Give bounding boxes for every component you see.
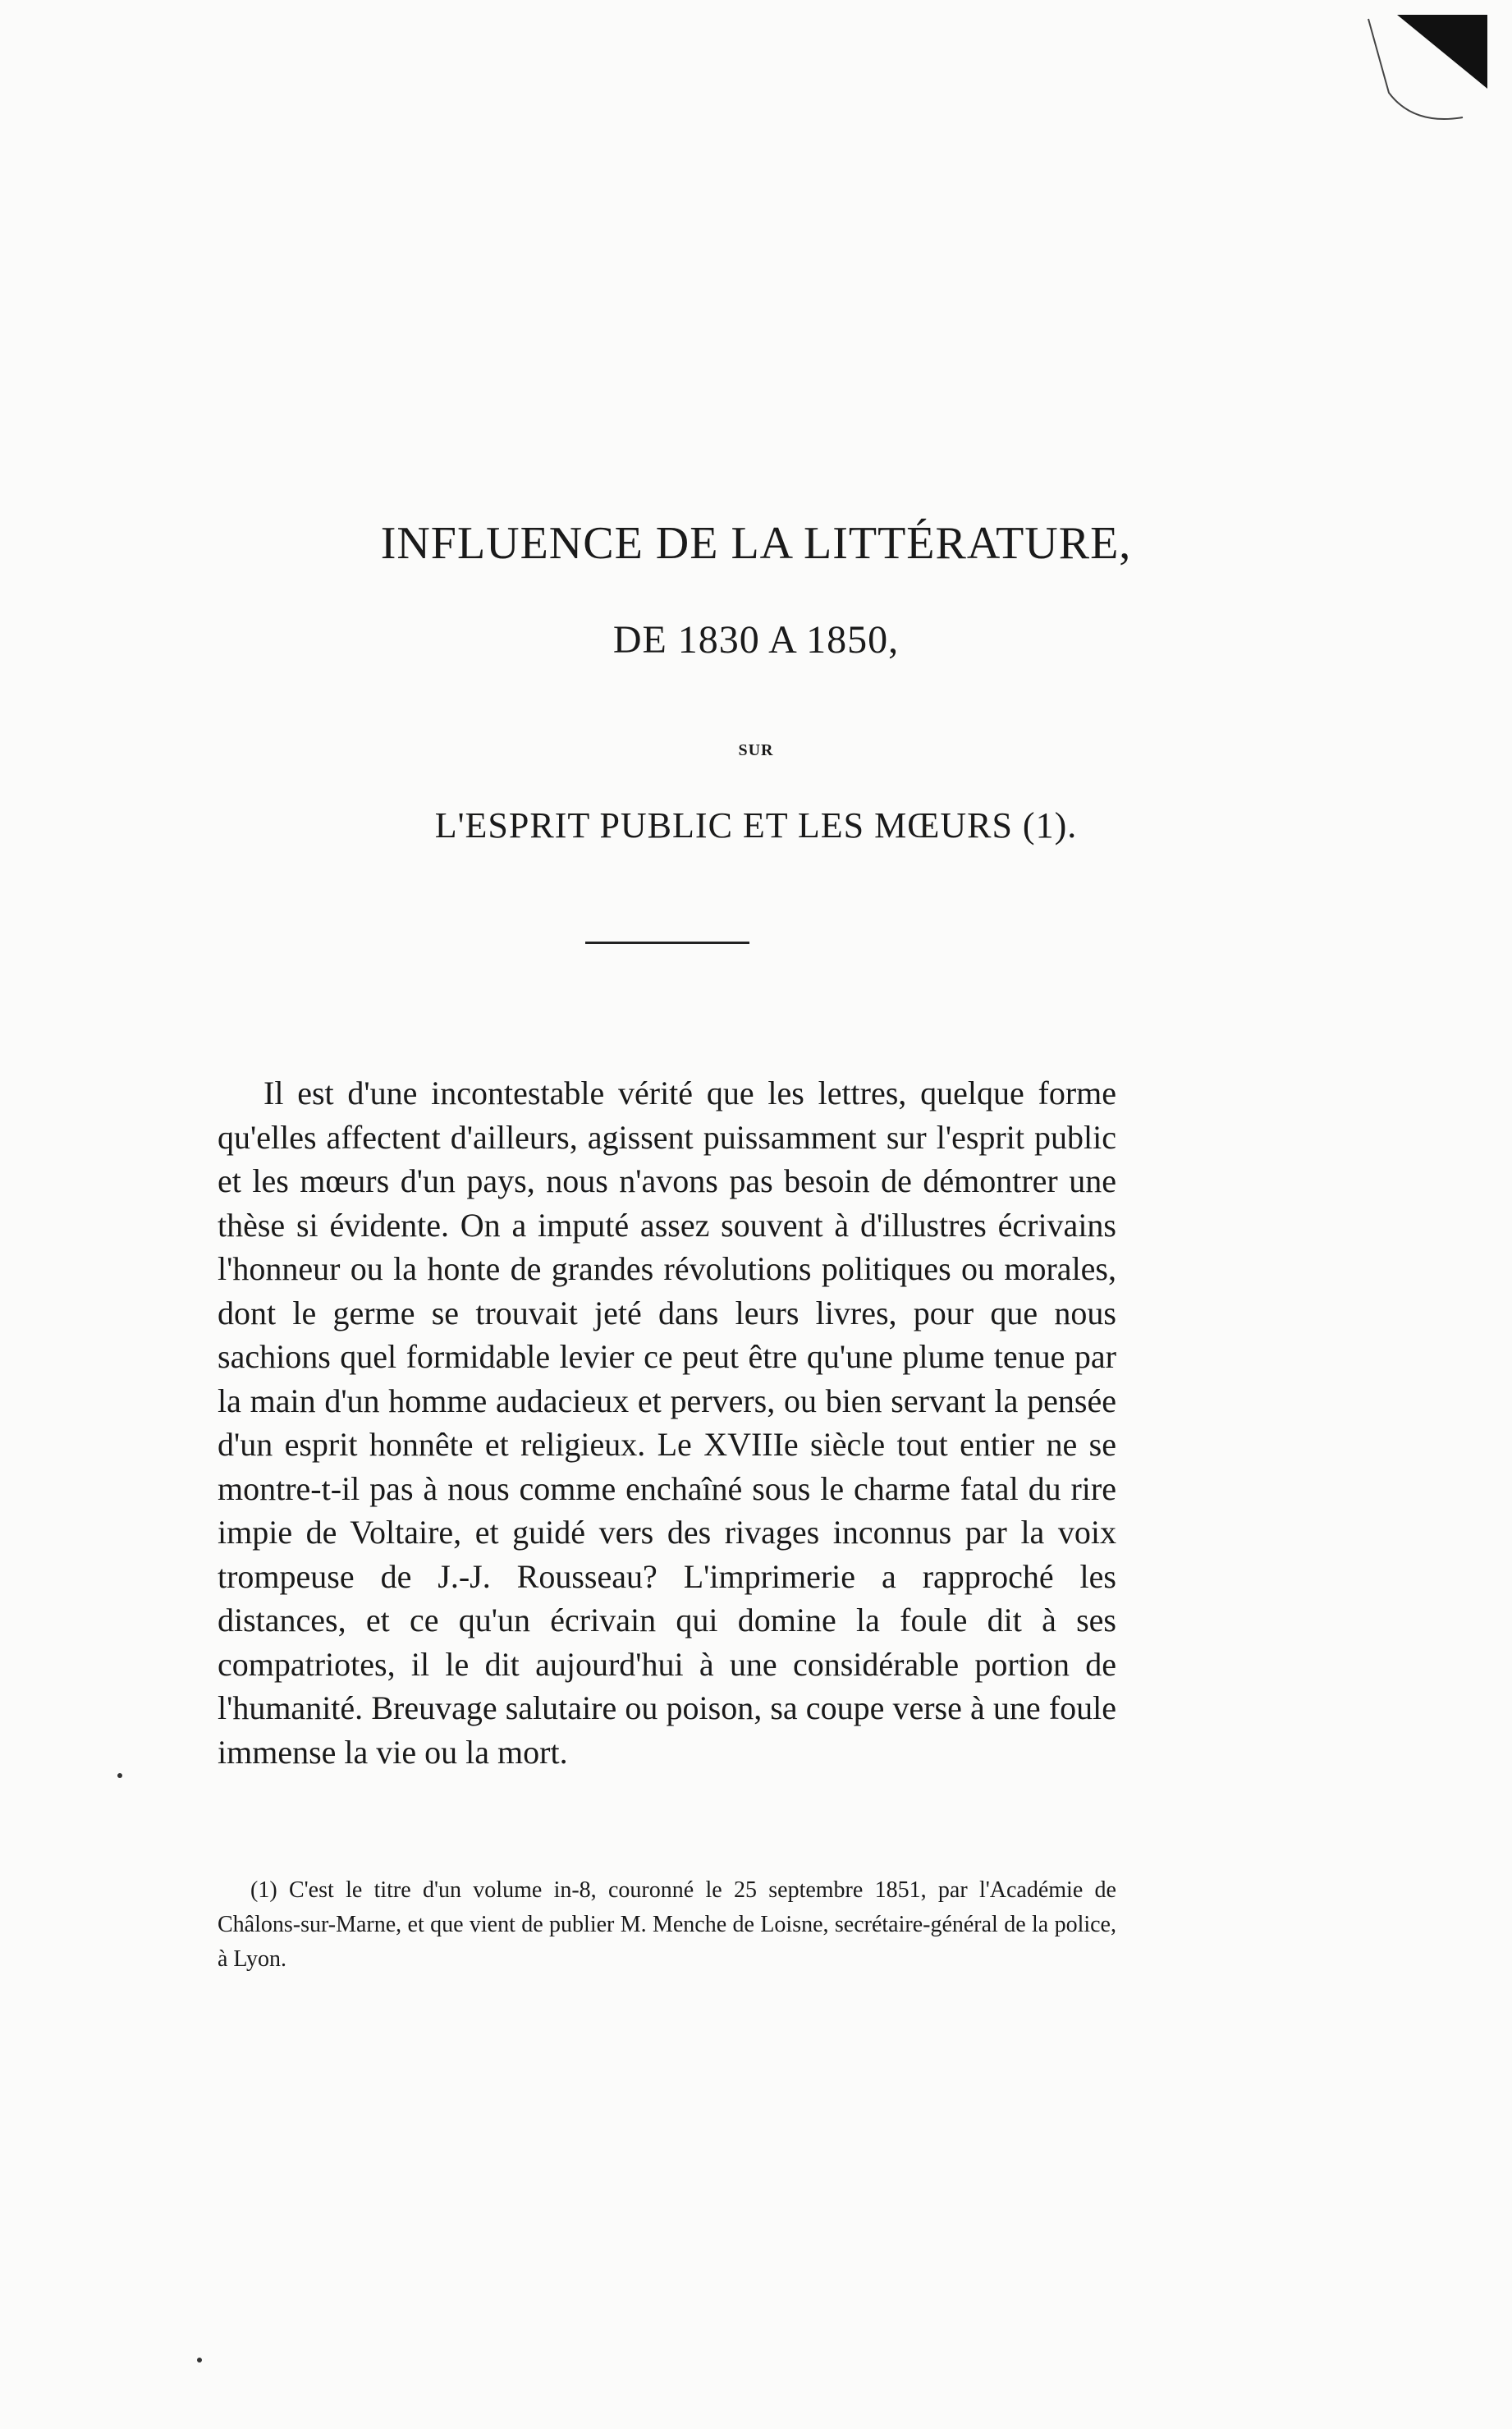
- print-speck: [117, 1773, 122, 1778]
- title-connector: SUR: [738, 741, 774, 759]
- body-paragraph: Il est d'une incontestable vérité que les lettres, quelque forme qu'elles affectent d'ailleurs, agissent puissamment sur l'esprit public et les mœurs d'un pays, nous n'avons pas besoin de démontrer une thèse si évidente. On a imputé assez souvent à d'illustres écrivains l'honneur ou la honte de grandes révolutions politiques ou morales, dont le germe se trouvait jeté dans leurs livres, pour que nous sachions quel formidable levier ce peut être qu'une plume tenue par la main d'un homme audacieux et pervers, ou bien servant la pensée d'un esprit honnête et religieux. Le XVIIIe siècle tout entier ne se montre-t-il pas à nous comme enchaîné sous le charme fatal du rire impie de Voltaire, et guidé vers des rivages inconnus par la voix trompeuse de J.-J. Rousseau? L'imprimerie a rapproché les distances, et ce qu'un écrivain qui domine la foule dit à ses compatriotes, il le dit aujourd'hui à une considérable portion de l'humanité. Breuvage salutaire ou poison, sa coupe verse à une foule immense la vie ou la mort.: [218, 1075, 1116, 1771]
- folded-corner-mark: [1364, 15, 1487, 126]
- title-dates: DE 1830 A 1850,: [612, 618, 900, 662]
- footnote: (1) C'est le titre d'un volume in-8, couronné le 25 septembre 1851, par l'Académie de Châlons-sur-Marne, et que vient de publier M. Menche de Loisne, secrétaire-général de la police, à Lyon.: [218, 1877, 1116, 1972]
- page-subtitle: L'ESPRIT PUBLIC ET LES MŒURS (1).: [434, 805, 1078, 846]
- section-divider: [585, 942, 749, 944]
- page-title: INFLUENCE DE LA LITTÉRATURE,: [380, 518, 1132, 569]
- print-speck: [197, 2358, 202, 2363]
